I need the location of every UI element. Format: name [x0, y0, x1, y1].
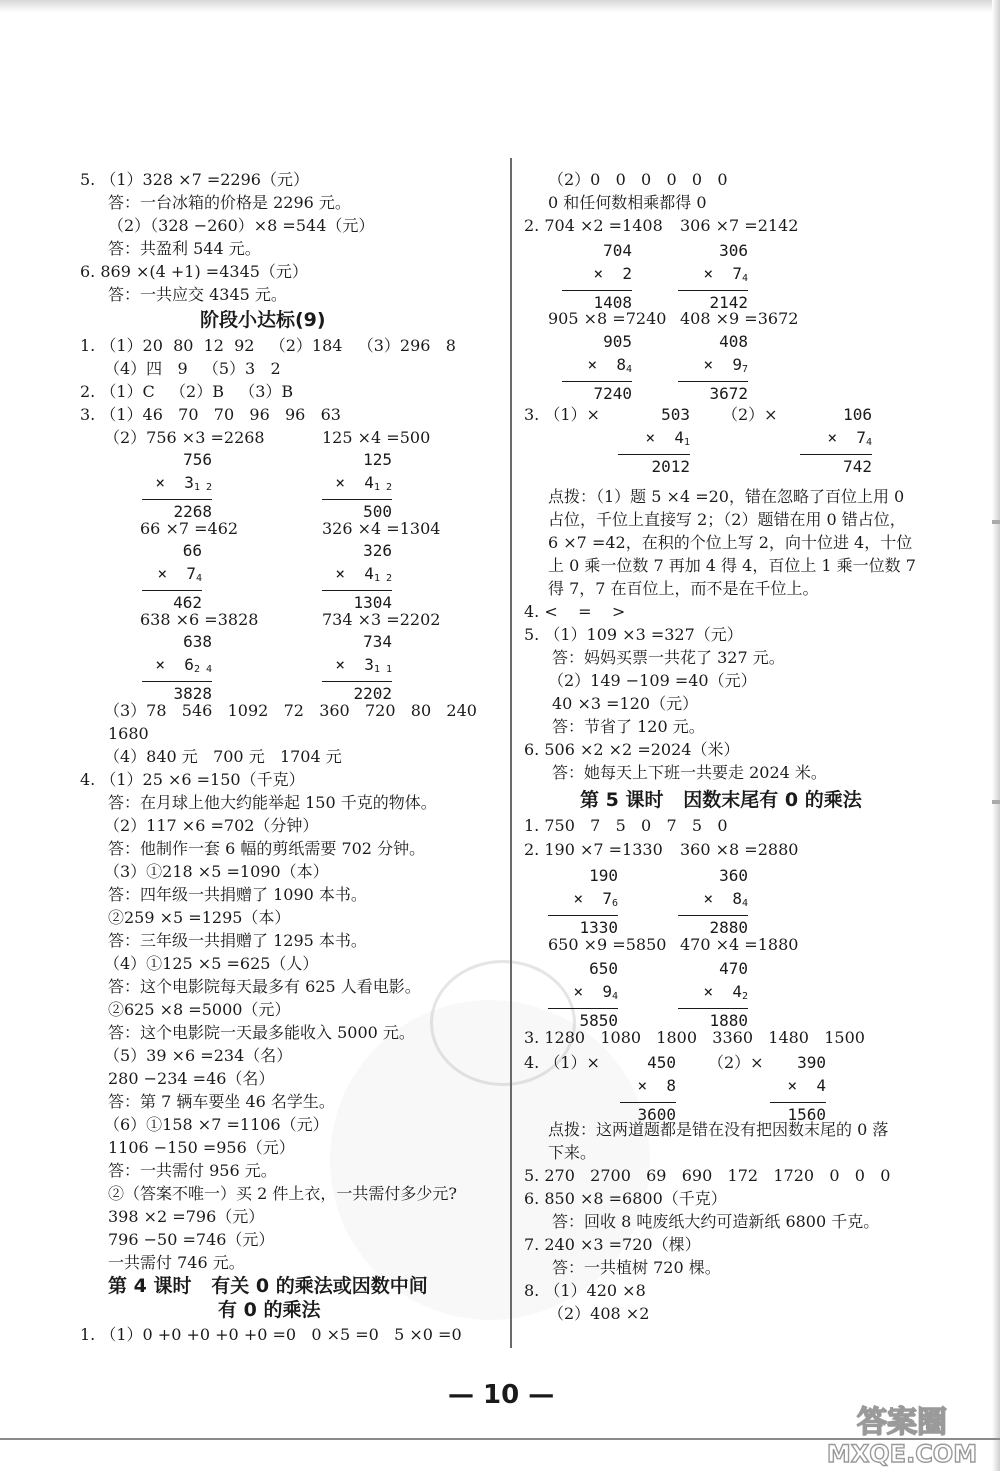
vertical-calculation: 326 × $4_{1 2}$ 1304 [322, 539, 392, 614]
answer-line: 答：她每天上下班一共要走 2024 米。 [552, 763, 827, 782]
answer-line: 2. （1）C （2）B （3）B [80, 382, 294, 401]
answer-line: 5. （1）109 ×3 =327（元） [524, 625, 743, 644]
answer-line: 398 ×2 =796（元） [108, 1207, 265, 1226]
answer-line: 点拨：这两道题都是错在没有把因数末尾的 0 落 [548, 1120, 889, 1139]
answer-line: （2）× [722, 405, 778, 424]
vertical-calculation: 190 × $7_6$ 1330 [548, 864, 618, 939]
answer-line: 3. （1）46 70 70 96 96 63 [80, 405, 341, 424]
answer-line: 326 ×4 =1304 [322, 519, 441, 538]
vertical-calculation: 503 × $4_1$ 2012 [618, 403, 690, 478]
answer-line: （2）（328 −260）×8 =544（元） [108, 216, 375, 235]
answer-line: 40 ×3 =120（元） [552, 694, 699, 713]
vertical-calculation: 650 × $9_4$ 5850 [548, 957, 618, 1032]
answer-line: 905 ×8 =7240 [548, 309, 667, 328]
answer-line: 5. （1）328 ×7 =2296（元） [80, 170, 309, 189]
answer-line: （2）149 −109 =40（元） [548, 671, 757, 690]
answer-line: 点拨：（1）题 5 ×4 =20，错在忽略了百位上用 0 [548, 487, 905, 506]
vertical-calculation: 905 × $8_4$ 7240 [562, 330, 632, 405]
answer-line: （5）39 ×6 =234（名） [104, 1046, 293, 1065]
answer-line: 6. 850 ×8 =6800（千克） [524, 1189, 727, 1208]
answer-line: 答：回收 8 吨废纸大约可造新纸 6800 千克。 [552, 1212, 880, 1231]
answer-line: 得 7，7 在百位上，而不是在千位上。 [548, 579, 819, 598]
vertical-calculation: 125 × $4_{1 2}$ 500 [322, 448, 392, 523]
answer-line: 1106 −150 =956（元） [108, 1138, 295, 1157]
scan-top-edge [0, 0, 1000, 12]
answer-line: 1680 [108, 724, 149, 743]
vertical-calculation: 470 × $4_2$ 1880 [678, 957, 748, 1032]
answer-line: ②（答案不唯一）买 2 件上衣，一共需付多少元? [108, 1184, 457, 1203]
vertical-calculation: 734 × $3_{1 1}$ 2202 [322, 630, 392, 705]
answer-line: 5. 270 2700 69 690 172 1720 0 0 0 [524, 1166, 891, 1185]
answer-line: 6. 506 ×2 ×2 =2024（米） [524, 740, 740, 759]
answer-line: （2）408 ×2 [548, 1304, 650, 1323]
answer-line: （6）①158 ×7 =1106（元） [104, 1115, 329, 1134]
vertical-calculation: 756 × $3_{1 2}$ 2268 [142, 448, 212, 523]
answer-line: 上 0 乘一位数 7 再加 4 得 4，百位上 1 乘一位数 7 [548, 556, 916, 575]
section-title: 有 0 的乘法 [218, 1299, 321, 1321]
answer-line: 答：四年级一共捐赠了 1090 本书。 [108, 885, 367, 904]
answer-line: 0 和任何数相乘都得 0 [548, 193, 707, 212]
answer-line: 3. （1）× [524, 405, 600, 424]
answer-line: 796 −50 =746（元） [108, 1230, 275, 1249]
answer-line: 答：这个电影院一天最多能收入 5000 元。 [108, 1023, 415, 1042]
answer-line: 4. < = > [524, 602, 626, 621]
answer-line: 答：他制作一套 6 幅的剪纸需要 702 分钟。 [108, 839, 426, 858]
answer-line: 6. 869 ×(4 +1) =4345（元） [80, 262, 308, 281]
answer-line: 638 ×6 =3828 [140, 610, 259, 629]
answer-line: （4）四 9 （5）3 2 [104, 359, 281, 378]
answer-line: （2）0 0 0 0 0 0 [548, 170, 728, 189]
answer-line: 答：在月球上他大约能举起 150 千克的物体。 [108, 793, 437, 812]
section-title: 第 5 课时 因数末尾有 0 的乘法 [580, 789, 862, 811]
vertical-calculation: 66 × $7_4$ 462 [142, 539, 202, 614]
answer-line: 一共需付 746 元。 [108, 1253, 245, 1272]
answer-line: 408 ×9 =3672 [680, 309, 799, 328]
page-number: — 10 — [448, 1380, 555, 1410]
answer-line: 8. （1）420 ×8 [524, 1281, 646, 1300]
answer-line: 280 −234 =46（名） [108, 1069, 275, 1088]
answer-line: 3. 1280 1080 1800 3360 1480 1500 [524, 1028, 865, 1047]
answer-line: 答：一共应交 4345 元。 [108, 285, 287, 304]
answer-line: 4. （1）25 ×6 =150（千克） [80, 770, 305, 789]
scan-right-edge [992, 0, 1000, 1471]
answer-line: 470 ×4 =1880 [680, 935, 799, 954]
vertical-calculation: 704 × 2 1408 [562, 239, 632, 314]
answer-line: 734 ×3 =2202 [322, 610, 441, 629]
answer-line: （4）①125 ×5 =625（人） [104, 954, 319, 973]
vertical-calculation: 306 × $7_4$ 2142 [678, 239, 748, 314]
answer-line: 下来。 [548, 1143, 597, 1162]
answer-line: ②259 ×5 =1295（本） [108, 908, 291, 927]
answer-line: （2）117 ×6 =702（分钟） [104, 816, 319, 835]
answer-line: 6 ×7 =42，在积的个位上写 2，向十位进 4，十位 [548, 533, 913, 552]
vertical-calculation: 450 × 8 3600 [620, 1051, 676, 1126]
answer-line: （3）78 546 1092 72 360 720 80 240 [104, 701, 477, 720]
answer-line: 650 ×9 =5850 [548, 935, 667, 954]
answer-line: 4. （1）× [524, 1053, 600, 1072]
answer-line: ②625 ×8 =5000（元） [108, 1000, 291, 1019]
site-logo [812, 1400, 992, 1468]
answer-line: 2. 704 ×2 =1408 [524, 216, 663, 235]
answer-line: 2. 190 ×7 =1330 [524, 840, 663, 859]
answer-line: （2）× [708, 1053, 764, 1072]
answer-line: （3）①218 ×5 =1090（本） [104, 862, 329, 881]
answer-line: 答：一台冰箱的价格是 2296 元。 [108, 193, 351, 212]
answer-line: 66 ×7 =462 [140, 519, 239, 538]
vertical-calculation: 360 × $8_4$ 2880 [678, 864, 748, 939]
answer-line: 1. 750 7 5 0 7 5 0 [524, 816, 728, 835]
answer-line: 答：节省了 120 元。 [552, 717, 705, 736]
answer-line: 306 ×7 =2142 [680, 216, 799, 235]
answer-line: 7. 240 ×3 =720（棵） [524, 1235, 701, 1254]
answer-line: 答：三年级一共捐赠了 1295 本书。 [108, 931, 367, 950]
answer-line: 1. （1）20 80 12 92 （2）184 （3）296 8 [80, 336, 456, 355]
answer-line: 答：一共需付 956 元。 [108, 1161, 277, 1180]
answer-line: 答：这个电影院每天最多有 625 人看电影。 [108, 977, 421, 996]
vertical-calculation: 638 × $6_{2 4}$ 3828 [142, 630, 212, 705]
section-title: 阶段小达标(9) [200, 309, 326, 331]
vertical-calculation: 408 × $9_7$ 3672 [678, 330, 748, 405]
answer-line: （4）840 元 700 元 1704 元 [104, 747, 342, 766]
answer-line: 1. （1）0 +0 +0 +0 +0 =0 0 ×5 =0 5 ×0 =0 [80, 1325, 462, 1344]
column-divider [510, 158, 512, 1348]
logo-text-bottom: MXQE.COM [826, 1440, 978, 1468]
answer-line: 125 ×4 =500 [322, 428, 431, 447]
answer-line: 答：妈妈买票一共花了 327 元。 [552, 648, 785, 667]
answer-line: 答：第 7 辆车要坐 46 名学生。 [108, 1092, 335, 1111]
vertical-calculation: 106 × $7_4$ 742 [800, 403, 872, 478]
answer-line: 答：一共植树 720 棵。 [552, 1258, 721, 1277]
logo-text-top: 答案圈 [857, 1405, 947, 1440]
answer-line: 360 ×8 =2880 [680, 840, 799, 859]
answer-line: 答：共盈利 544 元。 [108, 239, 261, 258]
vertical-calculation: 390 × 4 1560 [770, 1051, 826, 1126]
answer-line: 占位，千位上直接写 2；（2）题错在用 0 错占位， [548, 510, 906, 529]
answer-line: （2）756 ×3 =2268 [104, 428, 265, 447]
section-title: 第 4 课时 有关 0 的乘法或因数中间 [108, 1275, 428, 1297]
